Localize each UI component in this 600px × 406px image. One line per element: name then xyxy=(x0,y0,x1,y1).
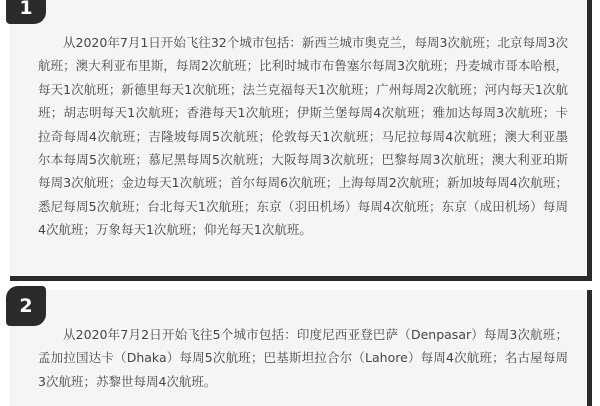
section-card-2 xyxy=(10,290,592,406)
section-paragraph: 从2020年7月1日开始飞往32个城市包括：新西兰城市奥克兰，每周3次航班；北京每周3次航班；澳大利亚布里斯，每周2次航班；比利时城市布鲁塞尔每周3次航班；丹麦城市哥本哈根，每天1次航班；新德里每天1次航班；法兰克福每天1次航班；广州每周2次航班；河内每天1次航班；胡志明每天1次航班；香港每天1次航班；伊斯兰堡每周4次航班；雅加达每周3次航班；卡拉奇每周4次航班；吉隆坡每周5次航班；伦敦每天1次航班；马尼拉每周4次航班；澳大利亚墨尔本每周5次航班；慕尼黑每周5次航班；大阪每周3次航班；巴黎每周3次航班；澳大利亚珀斯每周3次航班；金边每天1次航班；首尔每周6次航班；上海每周2次航班；新加坡每周4次航班；悉尼每周5次航班；台北每天1次航班；东京（羽田机场）每周4次航班；东京（成田机场）每周4次航班；万象每天1次航班；仰光每天1次航班。 xyxy=(38,35,568,238)
section-number-badge: 1 xyxy=(6,0,46,24)
section-card-1 xyxy=(10,0,592,281)
section-number-badge: 2 xyxy=(6,286,46,326)
section-paragraph: 从2020年7月2日开始飞往5个城市包括：印度尼西亚登巴萨（Denpasar）每周3次航班；孟加拉国达卡（Dhaka）每周5次航班；巴基斯坦拉合尔（Lahore）每周4次航班；名古屋每周3次航班；苏黎世每周4次航班。 xyxy=(38,327,568,389)
